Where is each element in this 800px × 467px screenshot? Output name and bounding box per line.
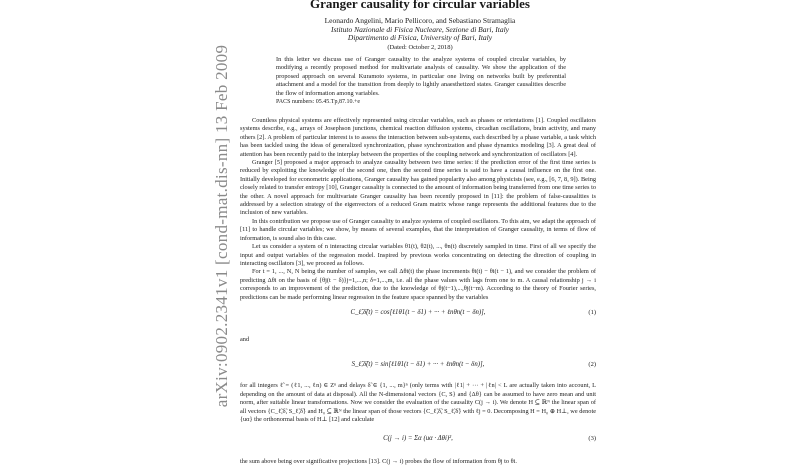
pacs-numbers: PACS numbers: 05.45.Tp,87.10.+e: [276, 99, 360, 105]
paragraph-3: In this contribution we propose use of Granger causality to analyze systems of coupled oscillators. To this aim, we adapt the approach of [11] to handle circular variables; we show, by means of several examples, that the interpretation of Granger causality, in terms of flow of information, is sound also in this case.: [240, 217, 596, 242]
paper-title: Granger causality for circular variables: [309, 0, 530, 11]
equation-2-number: (2): [588, 361, 596, 369]
author-names: Leonardo Angelini, Mario Pellicoro, and Sebastiano Stramaglia: [324, 16, 516, 25]
equation-3-expression: C(j → i) = Σα (uα · Δθi)²,: [383, 435, 453, 443]
arxiv-identifier: arXiv:0902.2341v1 [cond-mat.dis-nn] 13 Feb 2009: [212, 44, 231, 408]
body-text: [240, 117, 596, 467]
equation-1: [240, 306, 596, 326]
author-block: [240, 17, 600, 43]
date-line: (Dated: October 2, 2018): [387, 44, 453, 51]
paragraph-5: For t = 1, ..., N, N being the number of samples, we call Δθi(t) the phase increments θi(t) − θi(t − 1), and we consider the problem of predicting Δθi on the basis of {θj(t − δ)}j=1,...,n; δ=1,...,m, i.e. all the phase values with lags from one to m. A causal relationship j → i corresponds to an improvement of the prediction, due to the knowledge of θj(t−1),...,θj(t−m). According to the theory of Fourier series, predictions can be made performing linear regression in the feature space spanned by the variables: [240, 268, 596, 301]
paragraph-6: for all integers ℓ̃ = (ℓ1, ..., ℓn) ∈ Zⁿ and delays δ̃ ∈ {1, ..., m}ⁿ (only terms with |ℓ1| + ··· + |ℓn| < L are actually taken into account, L depending on the amount of data at disposal). All the N-dimensional vectors {C, S} and {Δθ} can be assumed to have zero mean and unit norm, after suitable linear transformations. Now we consider the evaluation of the causality C(j → i). We denote H ⊆ ℝᴺ the linear span of all vectors {C_ℓ̃,δ̃, S_ℓ̃,δ̃} and H₀ ⊆ ℝᴺ the linear span of those vectors {C_ℓ̃,δ̃, S_ℓ̃,δ̃} with ℓj = 0. Decomposing H = H₀ ⊕ H⊥, we denote {uα} the orthonormal basis of H⊥ [12] and calculate: [240, 382, 596, 423]
equation-1-expression: C_ℓ̃,δ̃(t) = cos[ℓ1θ1(t − δ1) + ··· + ℓnθn(t − δn)],: [350, 308, 486, 316]
paragraph-2: Granger [5] proposed a major approach to analyze causality between two time series: if the prediction error of the first time series is reduced by exploiting the knowledge of the second one, then the second time series is said to have a causal influence on the first one. Initially developed for econometric applications, Granger causality has gained popularity also among physicists (see, e.g., [6, 7, 8, 9]). Being closely related to transfer entropy [10], Granger causality is connected to the amount of information being transferred from one time series to the other. A novel approach for multivariate Granger causality has been recently proposed in [11]: the problem of false-causalities is addressed by a selection strategy of the eigenvectors of a reduced Gram matrix whose range represents the additional features due to the inclusion of new variables.: [240, 159, 596, 217]
conjunction-and: and: [240, 335, 250, 343]
equation-2-expression: S_ℓ̃,δ̃(t) = sin[ℓ1θ1(t − δ1) + ··· + ℓnθn(t − δn)],: [351, 361, 485, 369]
equation-3-number: (3): [588, 435, 596, 443]
paragraph-7: the sum above being over significative projections [13]. C(j → i) probes the flow of information from θj to θi.: [240, 458, 517, 466]
abstract: In this letter we discuss use of Granger causality to the analyze systems of coupled circular variables, by modifying a recently proposed method for multivariate analysis of causality. We show the application of the proposed approach on several Kuramoto systems, in particular one living on networks built by preferential attachment and a model for the transition from deeply to lightly anaesthetized states. Granger causalities describe the flow of information among variables.: [276, 56, 566, 97]
paragraph-1: Countless physical systems are effectively represented using circular variables, such as phases or orientations [1]. Coupled oscillators systems describe, e.g., arrays of Josephson junctions, chemical reaction diffusion systems, circadian oscillations, brain activity, and many others [2]. A problem of particular interest is to assess the interaction between sub-systems, each described by a phase variable, a task which has been tackled using the ideas of generalized synchronization, phase synchronization and phase dynamics modeling [3]. A great deal of attention has been recently paid to the interplay between the properties of the coupling network and synchronization of oscillators [4].: [240, 117, 596, 158]
equation-2: [240, 358, 596, 378]
arxiv-sidebar-stamp: [206, 44, 238, 408]
equation-3: [240, 428, 596, 454]
affiliation-1: Istituto Nazionale di Fisica Nucleare, Sezione di Bari, Italy: [330, 24, 510, 34]
paragraph-4: Let us consider a system of n interacting circular variables θ1(t), θ2(t), ..., θn(t) discretely sampled in time. First of all we specify the input and output variables of the regression model. Inspired by previous works concentrating on detecting the direction of coupling in interacting oscillators [3], we proceed as follows.: [240, 243, 596, 267]
equation-1-number: (1): [588, 308, 596, 316]
affiliation-2: Dipartimento di Fisica, University of Bari, Italy: [347, 33, 493, 42]
